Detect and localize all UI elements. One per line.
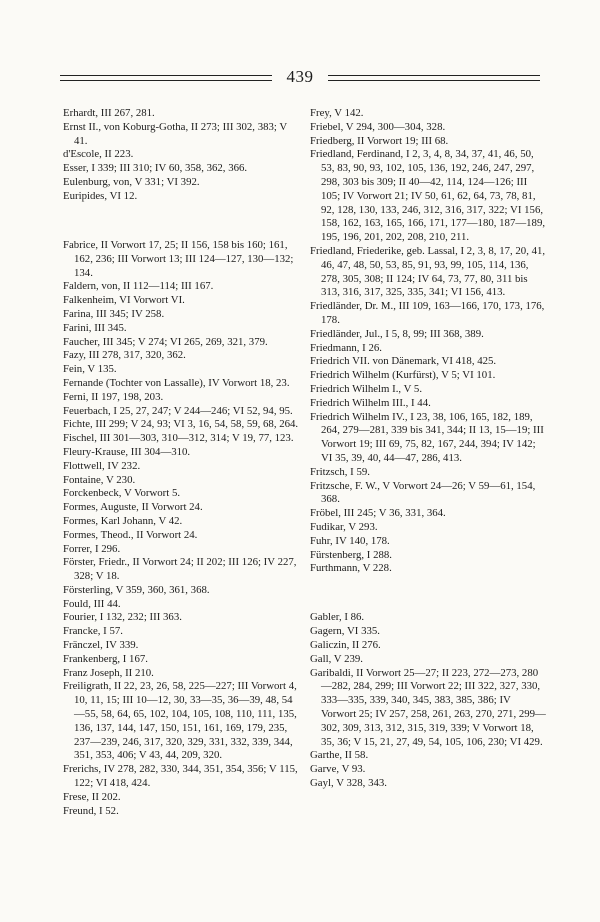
index-column-right bbox=[310, 107, 548, 791]
index-entry: Gall, V 239. bbox=[310, 652, 363, 665]
index-entry: Forrer, I 296. bbox=[63, 542, 121, 555]
index-entry: Fein, V 135. bbox=[63, 363, 117, 376]
index-entry: Falkenheim, VI Vorwort VI. bbox=[63, 294, 185, 307]
index-entry: Frey, V 142. bbox=[310, 107, 364, 119]
index-entry: Fränczel, IV 339. bbox=[63, 639, 139, 652]
index-entry: Friedrich Wilhelm I., V 5. bbox=[310, 382, 423, 395]
index-entry: Fazy, III 278, 317, 320, 362. bbox=[63, 349, 186, 362]
index-entry: Friedrich Wilhelm IV., I 23, 38, 106, 165, 182, 189, 264, 279—281, 339 bis 341, 344; II 13, 15—19; III Vorwort 19; III 69, 75, 82, 167, 244, 394; IV 142; VI 35, 39, 40, 44—47, 286, 413. bbox=[310, 410, 544, 464]
index-entry: Friedrich VII. von Dänemark, VI 418, 425. bbox=[310, 355, 497, 368]
index-entry: Fritzsch, I 59. bbox=[310, 465, 370, 478]
index-entry: Försterling, V 359, 360, 361, 368. bbox=[63, 583, 210, 596]
index-entry: Ferni, II 197, 198, 203. bbox=[63, 390, 164, 403]
index-entry: Esser, I 339; III 310; IV 60, 358, 362, 366. bbox=[63, 162, 248, 175]
index-entry: Galiczin, II 276. bbox=[310, 639, 381, 652]
index-entry: Freund, I 52. bbox=[63, 804, 119, 817]
index-entry: Fontaine, V 230. bbox=[63, 473, 136, 486]
index-entry: Fourier, I 132, 232; III 363. bbox=[63, 611, 182, 624]
header-rule-right bbox=[328, 75, 540, 81]
index-entry: Formes, Theod., II Vorwort 24. bbox=[63, 528, 198, 541]
index-column-left bbox=[63, 107, 301, 818]
index-entry: Fould, III 44. bbox=[63, 597, 121, 610]
index-entry: Forckenbeck, V Vorwort 5. bbox=[63, 487, 181, 500]
index-entry: Fichte, III 299; V 24, 93; VI 3, 16, 54, 58, 59, 68, 264. bbox=[63, 418, 299, 431]
index-entry: Faucher, III 345; V 274; VI 265, 269, 321, 379. bbox=[63, 335, 268, 348]
index-entry: Flottwell, IV 232. bbox=[63, 459, 141, 472]
index-entry: Furthmann, V 228. bbox=[310, 562, 392, 575]
index-entry: Farini, III 345. bbox=[63, 321, 127, 334]
index-entry: Euripides, VI 12. bbox=[63, 189, 138, 202]
index-entry: Franz Joseph, II 210. bbox=[63, 666, 154, 679]
index-entry: Formes, Karl Johann, V 42. bbox=[63, 514, 183, 527]
index-entry: Gabler, I 86. bbox=[310, 611, 365, 624]
index-entry: Garve, V 93. bbox=[310, 763, 366, 776]
index-entry: Formes, Auguste, II Vorwort 24. bbox=[63, 501, 203, 514]
index-entry: Friedmann, I 26. bbox=[310, 341, 382, 354]
index-entry: Fürstenberg, I 288. bbox=[310, 548, 392, 561]
index-entry: Fleury-Krause, III 304—310. bbox=[63, 445, 191, 458]
index-entry: Freiligrath, II 22, 23, 26, 58, 225—227; III Vorwort 4, 10, 11, 15; III 10—12, 30, 33—35, 36—39, 48, 54—55, 58, 64, 65, 102, 104, 105, 108, 110, 111, 135, 136, 137, 144, 147, 150, 151, 161, 169, 179, 235, 237—239, 246, 317, 320, 329, 331, 332, 339, 344, 351, 353, 406; V 43, 44, 209, 320. bbox=[63, 680, 297, 762]
index-entry: d'Escole, II 223. bbox=[63, 148, 134, 161]
index-entry: Friedländer, Dr. M., III 109, 163—166, 170, 173, 176, 178. bbox=[310, 300, 545, 326]
index-entry: Feuerbach, I 25, 27, 247; V 244—246; VI 52, 94, 95. bbox=[63, 404, 293, 417]
index-entry: Friedberg, II Vorwort 19; III 68. bbox=[310, 134, 449, 147]
index-entry: Friedrich Wilhelm (Kurfürst), V 5; VI 101. bbox=[310, 369, 496, 382]
index-entry: Frerichs, IV 278, 282, 330, 344, 351, 354, 356; V 115, 122; VI 418, 424. bbox=[63, 763, 298, 790]
index-entry: Gayl, V 328, 343. bbox=[310, 777, 387, 790]
index-entry: Eulenburg, von, V 331; VI 392. bbox=[63, 175, 200, 188]
index-entry: Fernande (Tochter von Lassalle), IV Vorwort 18, 23. bbox=[63, 376, 290, 389]
section-gap bbox=[63, 214, 301, 228]
index-entry: Friebel, V 294, 300—304, 328. bbox=[310, 120, 446, 133]
section-gap bbox=[310, 587, 548, 601]
index-entry: Ernst II., von Koburg-Gotha, II 273; III 302, 383; V 41. bbox=[63, 120, 288, 147]
index-entry: Gagern, VI 335. bbox=[310, 625, 380, 638]
index-entry: Friedland, Friederike, geb. Lassal, I 2, 3, 8, 17, 20, 41, 46, 47, 48, 50, 53, 85, 91, 93, 99, 105, 114, 136, 278, 305, 308; II 124; IV 64, 73, 77, 80, 311 bis 313, 316, 317, 325, 335, 341; VI 156, 413. bbox=[310, 244, 546, 299]
index-entry: Friedrich Wilhelm III., I 44. bbox=[310, 396, 431, 409]
index-entry: Fudikar, V 293. bbox=[310, 520, 378, 533]
index-entry: Friedland, Ferdinand, I 2, 3, 4, 8, 34, 37, 41, 46, 50, 53, 83, 90, 93, 102, 105, 136, 192, 246, 247, 297, 298, 303 bis 309; II 40—42, 114, 124—126; III 105; IV Vorwort 21; IV 50, 61, 62, 64, 73, 78, 81, 92, 128, 130, 133, 246, 312, 316, 317, 322; VI 156, 158, 162, 163, 165, 166, 171, 177—180, 187—189, 195, 196, 201, 202, 208, 210, 211. bbox=[310, 148, 546, 244]
index-entry: Francke, I 57. bbox=[63, 625, 123, 638]
index-entry: Frese, II 202. bbox=[63, 790, 121, 803]
index-entry: Fröbel, III 245; V 36, 331, 364. bbox=[310, 507, 446, 520]
index-entry: Fischel, III 301—303, 310—312, 314; V 19, 77, 123. bbox=[63, 432, 294, 445]
index-entry: Garthe, II 58. bbox=[310, 749, 369, 762]
index-entry: Garibaldi, II Vorwort 25—27; II 223, 272—273, 280—282, 284, 299; III Vorwort 22; III 322, 327, 330, 333—335, 339, 340, 345, 383, 385, 386; IV Vorwort 25; IV 257, 258, 261, 263, 270, 271, 299—302, 309, 313, 312, 315, 319, 339; V Vorwort 18, 35, 36; V 15, 21, 27, 49, 54, 105, 106, 230; VI 429. bbox=[310, 666, 546, 748]
index-entry: Frankenberg, I 167. bbox=[63, 652, 148, 665]
index-entry: Faldern, von, II 112—114; III 167. bbox=[63, 280, 214, 293]
index-entry: Förster, Friedr., II Vorwort 24; II 202; III 126; IV 227, 328; V 18. bbox=[63, 556, 297, 583]
index-entry: Fabrice, II Vorwort 17, 25; II 156, 158 bis 160; 161, 162, 236; III Vorwort 13; III 124—127, 130—132; 134. bbox=[63, 238, 294, 279]
index-entry: Farina, III 345; IV 258. bbox=[63, 307, 165, 320]
index-entry: Fuhr, IV 140, 178. bbox=[310, 534, 390, 547]
page-header bbox=[60, 66, 540, 88]
index-entry: Fritzsche, F. W., V Vorwort 24—26; V 59—61, 154, 368. bbox=[310, 479, 536, 506]
index-entry: Erhardt, III 267, 281. bbox=[63, 107, 155, 119]
page-number: 439 bbox=[286, 67, 314, 86]
index-entry: Friedländer, Jul., I 5, 8, 99; III 368, 389. bbox=[310, 327, 484, 340]
